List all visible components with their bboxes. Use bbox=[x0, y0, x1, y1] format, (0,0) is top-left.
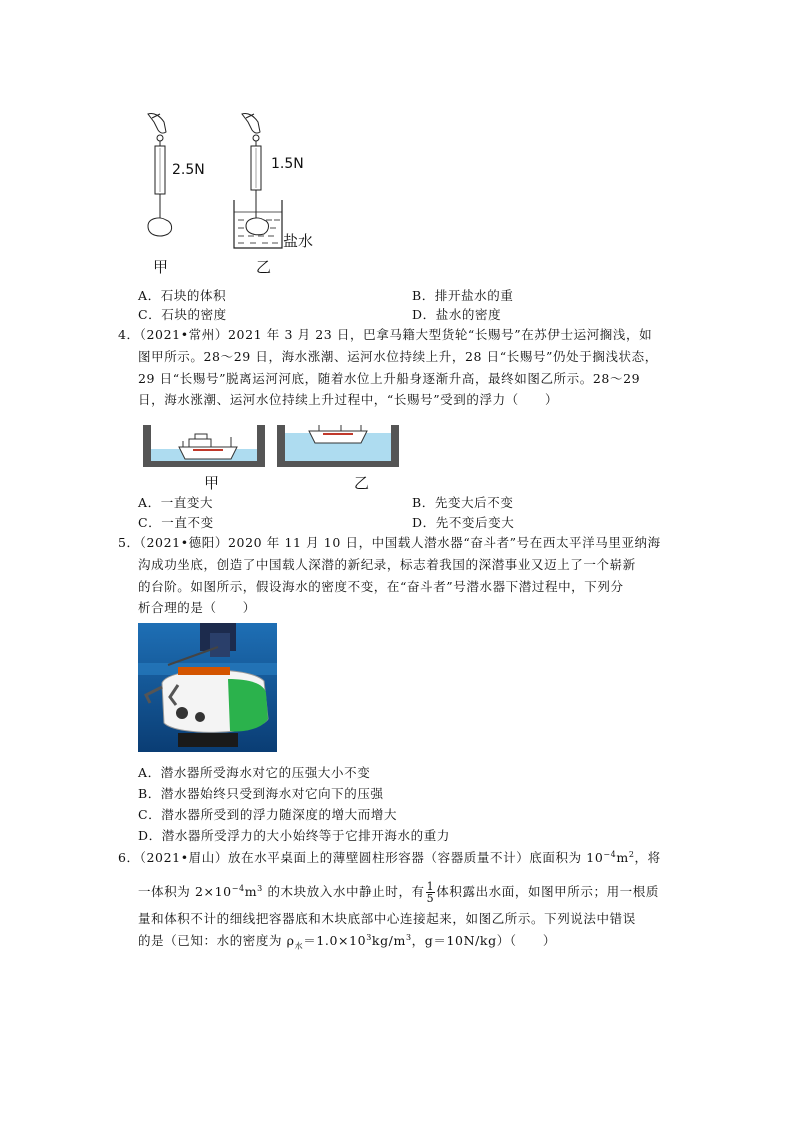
q4-option-b: B．先变大后不变 bbox=[412, 495, 514, 510]
q4-figure-b bbox=[277, 425, 399, 467]
q6-l2-a: 一体积为 2×10 bbox=[138, 884, 232, 899]
q3-reading-b: 1.5N bbox=[271, 156, 304, 172]
q6-line-4 bbox=[138, 932, 556, 956]
q6-l4-exp2: 3 bbox=[405, 932, 412, 942]
scale-a-ring bbox=[157, 135, 163, 141]
q4-figure-a bbox=[143, 425, 265, 467]
ship-b-icon bbox=[309, 425, 367, 443]
q5-option-d: D．潜水器所受浮力的大小始终等于它排开海水的重力 bbox=[138, 828, 450, 843]
q6-l2-d: 体积露出水面，如图甲所示；用一根质 bbox=[436, 884, 659, 899]
q5-line-1: 5．（2021•德阳）2020 年 11 月 10 日，中国载人潜水器“奋斗者”号在西太平洋马里亚纳海 bbox=[118, 535, 661, 550]
q4-line-1: 4．（2021•常州）2021 年 3 月 23 日，巴拿马籍大型货轮“长赐号”在苏伊士运河搁浅，如 bbox=[118, 327, 653, 342]
q6-l2-c: 的木块放入水中静止时，有 bbox=[262, 884, 425, 899]
submersible-photo bbox=[138, 623, 277, 752]
q4-option-a: A．一直变大 bbox=[138, 495, 214, 510]
q4-line-2: 图甲所示。28～29 日，海水涨潮、运河水位持续上升，28 日“长赐号”仍处于搁浅状态， bbox=[138, 349, 658, 364]
q5-line-4: 析合理的是（ ） bbox=[138, 600, 256, 615]
q6-l1-exp: −4 bbox=[603, 849, 617, 859]
q6-line-2 bbox=[138, 880, 659, 904]
q6-fraction: $\frac{1}{5}$ bbox=[426, 880, 435, 905]
q5-option-a: A．潜水器所受海水对它的压强大小不变 bbox=[138, 765, 371, 780]
q3-option-b: B．排开盐水的重 bbox=[412, 288, 514, 303]
q3-option-a: A．石块的体积 bbox=[138, 288, 227, 303]
q4-option-d: D．先不变后变大 bbox=[412, 515, 515, 530]
q5-option-b: B．潜水器始终只受到海水对它向下的压强 bbox=[138, 786, 384, 801]
q3-liquid-label: 盐水 bbox=[283, 232, 314, 250]
q6-l2-exp2: 3 bbox=[257, 883, 263, 893]
q6-line-3: 量和体积不计的细线把容器底和木块底部中心连接起来，如图乙所示。下列说法中错误 bbox=[138, 911, 636, 926]
q3-option-d: D．盐水的密度 bbox=[412, 307, 502, 322]
ship-a-icon bbox=[179, 434, 237, 459]
stone-b bbox=[246, 218, 269, 235]
q3-option-c: C．石块的密度 bbox=[138, 307, 227, 322]
q4-line-4: 日，海水涨潮、运河水位持续上升过程中，“长赐号”受到的浮力（ ） bbox=[138, 392, 559, 407]
q6-l4-c: kg/m bbox=[371, 933, 406, 948]
q6-l1-b: m bbox=[616, 850, 629, 865]
q4-line-3: 29 日“长赐号”脱离运河河底，随着水位上升船身逐渐升高，最终如图乙所示。28～29 bbox=[138, 371, 641, 386]
q3-label-a: 甲 bbox=[153, 258, 169, 276]
q4-label-a: 甲 bbox=[204, 474, 220, 492]
q6-l2-exp: −4 bbox=[231, 883, 245, 893]
q3-reading-a: 2.5N bbox=[172, 162, 205, 178]
q6-l1-exp2: 2 bbox=[628, 849, 635, 859]
q6-l4-exp: 3 bbox=[366, 932, 372, 942]
q6-l4-sub: 水 bbox=[294, 941, 304, 951]
q5-option-c: C．潜水器所受到的浮力随深度的增大而增大 bbox=[138, 807, 398, 822]
q6-line-1 bbox=[118, 849, 661, 867]
stone-a bbox=[148, 218, 172, 236]
hand-a-icon bbox=[148, 113, 166, 133]
q6-l4-d: ，g＝10N/kg）（ ） bbox=[411, 933, 556, 948]
q3-label-b: 乙 bbox=[256, 258, 272, 276]
q4-option-c: C．一直不变 bbox=[138, 515, 214, 530]
hand-b-icon bbox=[242, 113, 260, 133]
q6-l2-b: m bbox=[244, 884, 258, 899]
q5-line-2: 沟成功坐底，创造了中国载人深潜的新纪录，标志着我国的深潜事业又迈上了一个崭新 bbox=[138, 557, 636, 572]
q6-l1-a: 6．（2021•眉山）放在水平桌面上的薄壁圆柱形容器（容器质量不计）底面积为 10 bbox=[118, 850, 604, 865]
q6-l4-b: ＝1.0×10 bbox=[303, 933, 367, 948]
q5-line-3: 的台阶。如图所示，假设海水的密度不变，在“奋斗者”号潜水器下潜过程中，下列分 bbox=[138, 579, 624, 594]
q6-l4-a: 的是（已知：水的密度为 ρ bbox=[138, 933, 295, 948]
q4-label-b: 乙 bbox=[354, 474, 370, 492]
q6-l1-c: ，将 bbox=[634, 850, 661, 865]
